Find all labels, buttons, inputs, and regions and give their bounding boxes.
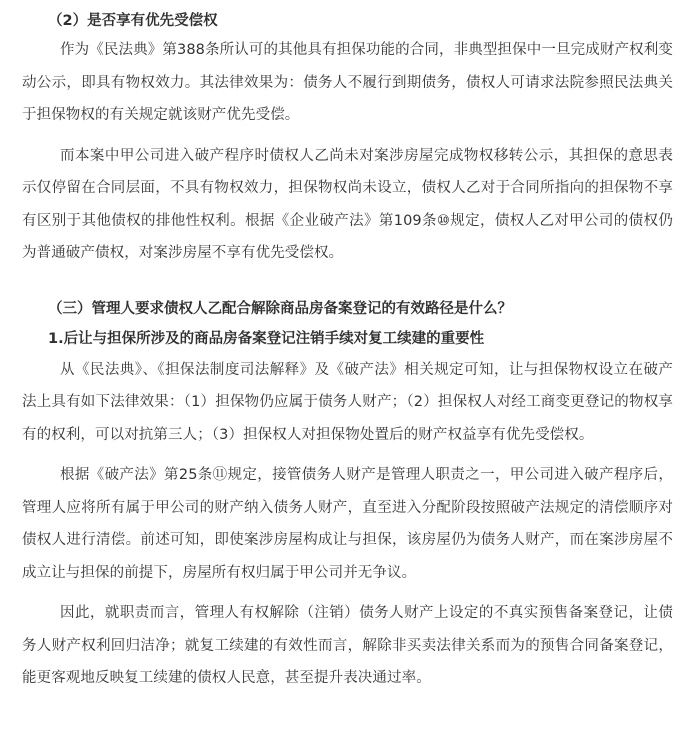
paragraph-gap [22,132,673,140]
section-3-subheading-1: 1.后让与担保所涉及的商品房备案登记注销手续对复工续建的重要性 [48,330,485,347]
paragraph-gap [22,451,673,459]
section-3-paragraph-3: 因此，就职责而言，管理人有权解除（注销）债务人财产上设定的不真实预售备案登记，让债务人财产权利回归洁净；就复工续建的有效性而言，解除非买卖法律关系而为的预售合同备案登记，能更客观地反映复工续建的债权人民意，甚至提升表决通过率。 [22,605,673,686]
section-3-paragraph-1: 从《民法典》、《担保法制度司法解释》及《破产法》相关规定可知，让与担保物权设立在破产法上具有如下法律效果：（1）担保物仍应属于债务人财产；（2）担保权人对经工商变更登记的物权享有的权利，可以对抗第三人；（3）担保权人对担保物处置后的财产权益享有优先受偿权。 [22,361,673,443]
paragraph-gap [22,589,673,597]
section-2-paragraph-1: 作为《民法典》第388条所认可的其他具有担保功能的合同，非典型担保中一旦完成财产权利变动公示，即具有物权效力。其法律效果为：债务人不履行到期债务，债权人可请求法院参照民法典关于担保物权的有关规定就该财产优先受偿。 [22,42,673,123]
section-3-heading: （三）管理人要求债权人乙配合解除商品房备案登记的有效路径是什么？ [48,300,512,317]
section-3-paragraph-2: 根据《破产法》第25条⑪规定，接管债务人财产是管理人职责之一，甲公司进入破产程序后，管理人应将所有属于甲公司的财产纳入债务人财产，直至进入分配阶段按照破产法规定的清偿顺序对债权人进行清偿。前述可知，即使案涉房屋构成让与担保，该房屋仍为债务人财产，而在案涉房屋不成立让与担保的前提下，房屋所有权归属于甲公司并无争议。 [22,467,673,581]
section-2-heading: （2）是否享有优先受偿权 [48,13,218,29]
section-gap [22,270,673,294]
section-2-paragraph-2: 而本案中甲公司进入破产程序时债权人乙尚未对案涉房屋完成物权移转公示，其担保的意思表示仅停留在合同层面，不具有物权效力，担保物权尚未设立，债权人乙对于合同所指向的担保物不享有区别于其他债权的排他性权利。根据《企业破产法》第109条⑩规定，债权人乙对甲公司的债权仍为普通破产债权，对案涉房屋不享有优先受偿权。 [22,147,673,261]
